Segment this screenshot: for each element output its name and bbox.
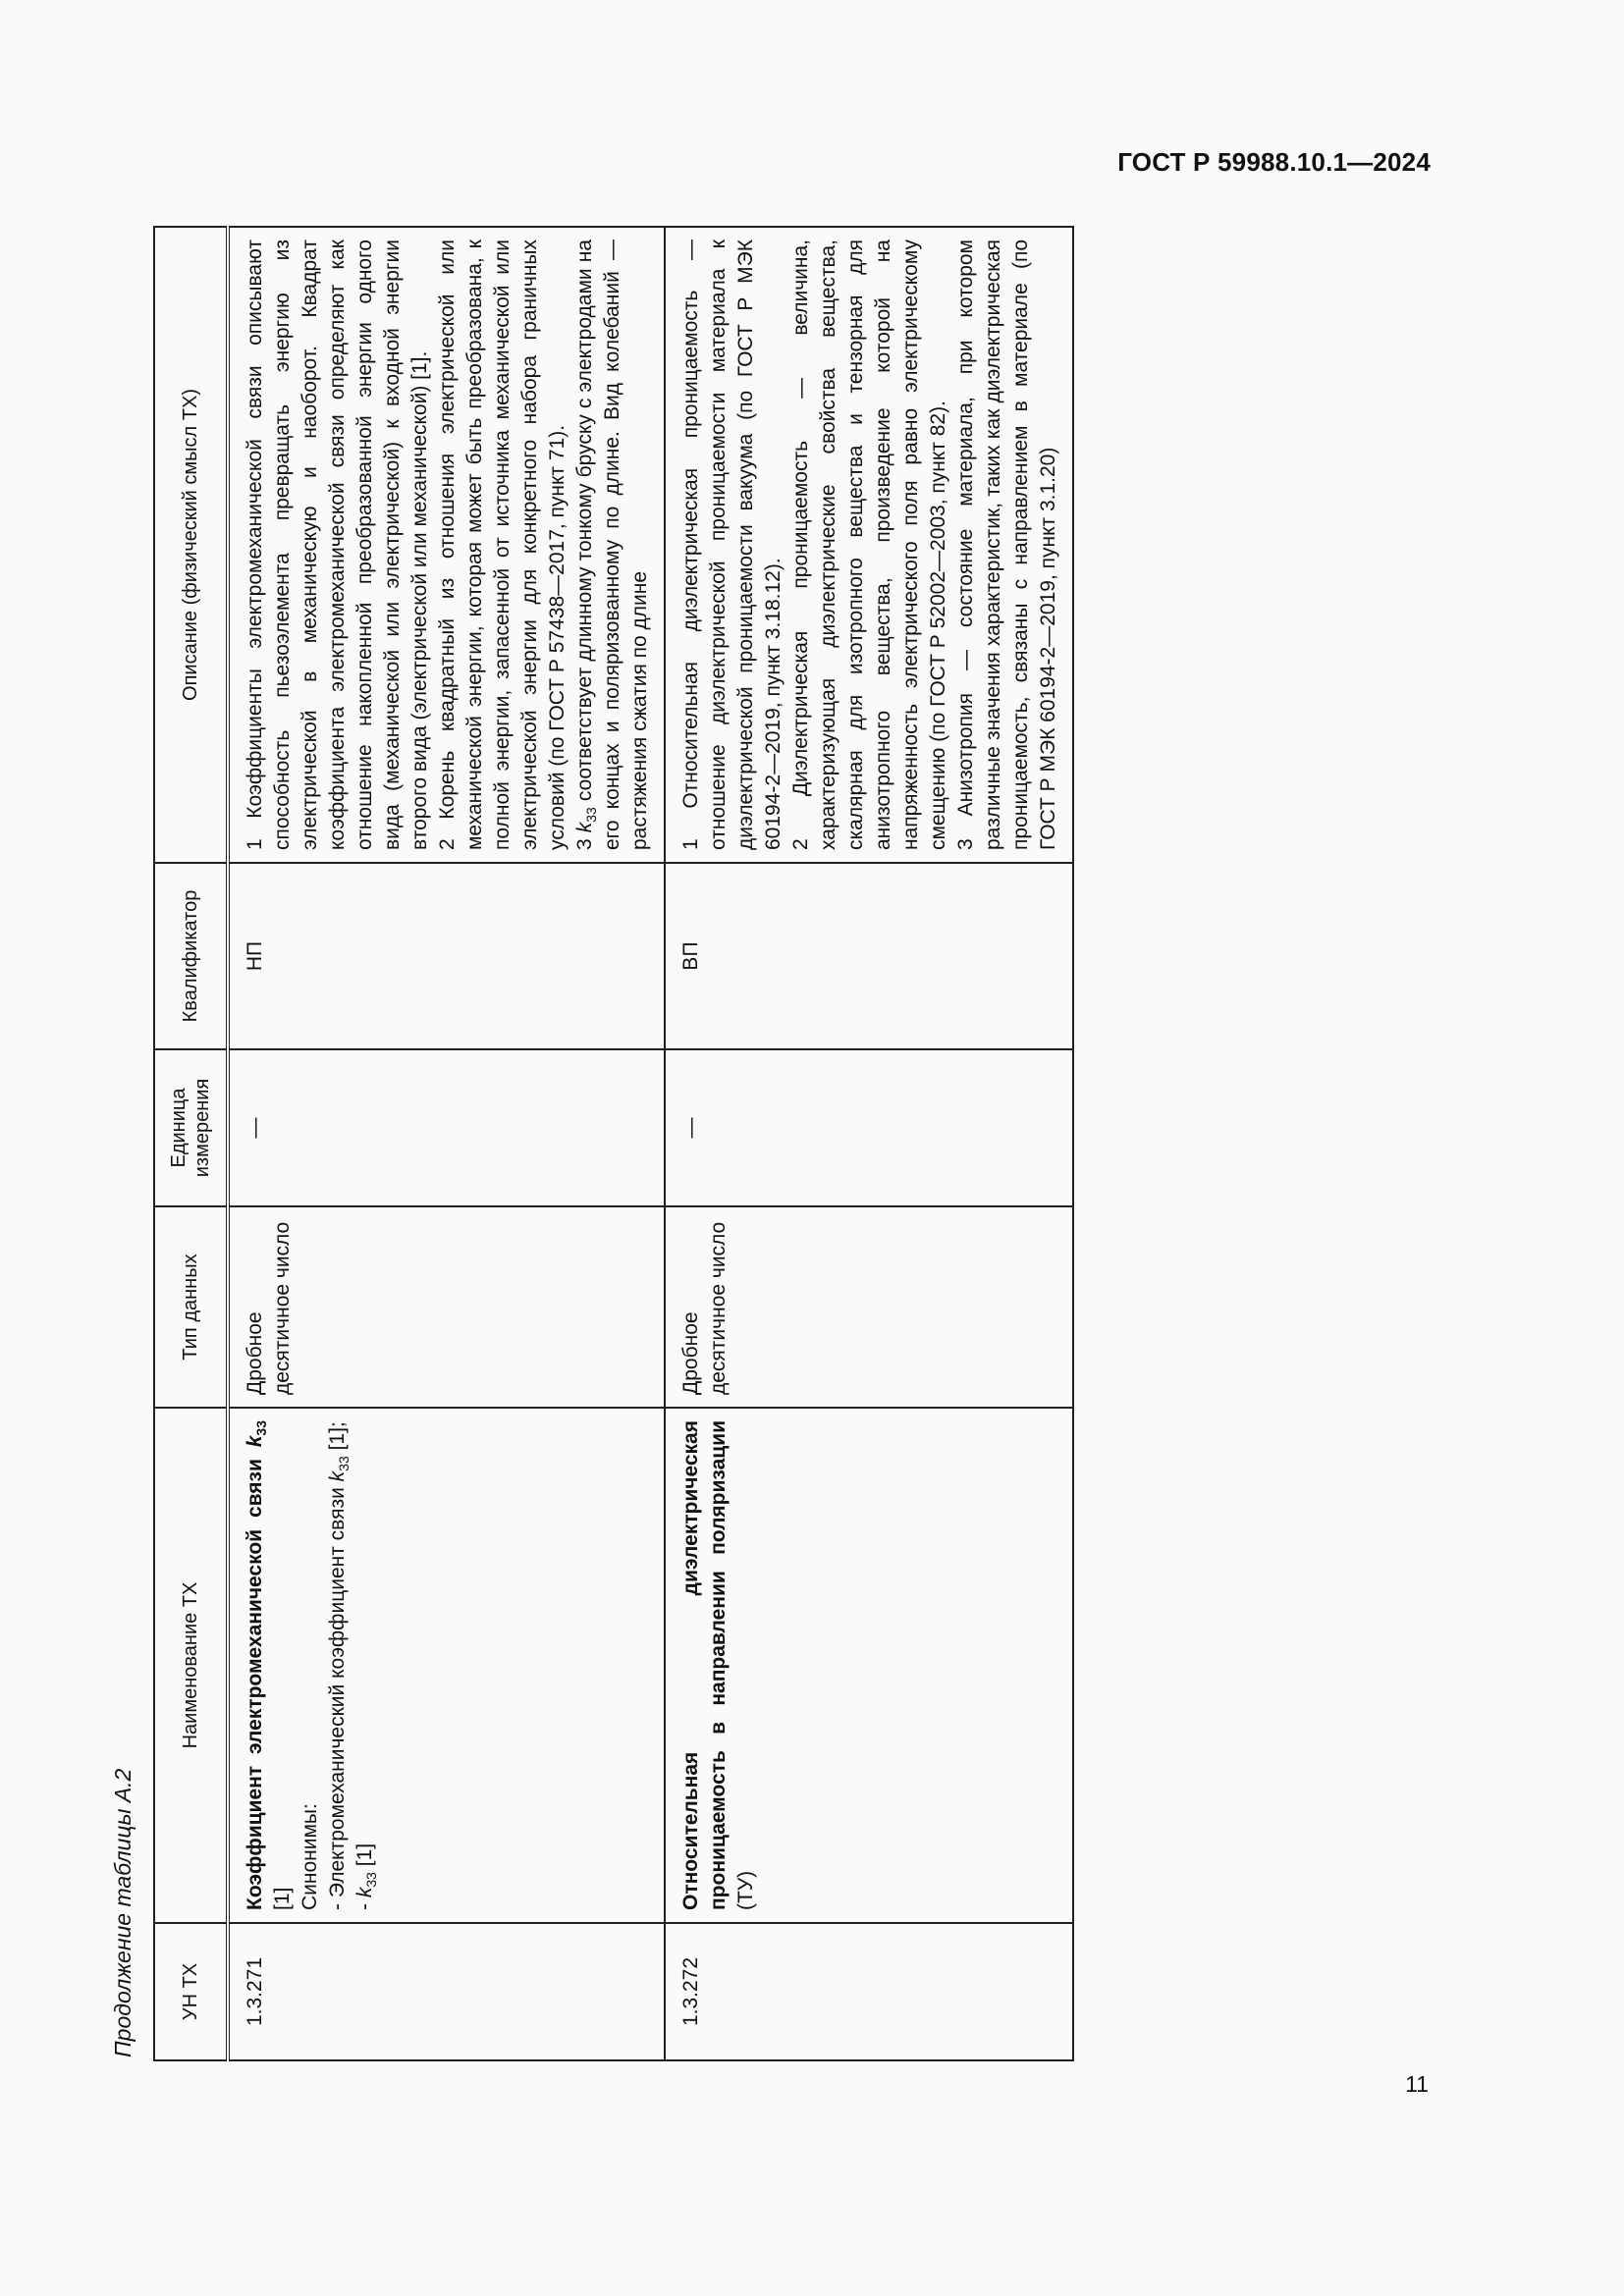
name-reference: [1] (271, 1887, 294, 1910)
row-id: 1.3.272 (665, 1923, 1073, 2060)
name-bold-text: Относительная диэлектрическая проницаемость в направлении поляризации (679, 1420, 730, 1910)
row-description (228, 227, 665, 863)
symbol-k: k (244, 1435, 266, 1448)
description-paragraph: 3 $k_{33}$ соответствует длинному тонкому бруску с электродами на его концах и поляризованному по длине. Вид колебаний — растяжения сжатия по длине (573, 240, 651, 850)
row-name (665, 1408, 1073, 1923)
characteristics-table (153, 226, 1074, 2061)
description-paragraph: 2 Диэлектрическая проницаемость — величина, характеризующая диэлектрические свойства вещества, скалярная для изотропного вещества и тензорная для анизотропного вещества, произведение которой на напряженность электрического поля равно электрическому смещению (по ГОСТ Р 52002—2003, пункт 82). (789, 240, 949, 850)
document-code: ГОСТ Р 59988.10.1—2024 (1117, 147, 1431, 177)
table-header-row (154, 227, 228, 2060)
name-bold-text: Коэффициент электромеханической связи (244, 1447, 266, 1910)
row-id: 1.3.271 (228, 1923, 665, 2060)
synonym-2: - $k_{33}$ [1] (353, 1842, 380, 1910)
row-unit: — (228, 1049, 665, 1206)
description-paragraph: 1 Относительная диэлектрическая проницаемость — отношение диэлектрической проницаемости материала к диэлектрической проницаемости вакуума (по ГОСТ Р МЭК 60194-2—2019, пункт 3.18.12). (679, 240, 785, 850)
description-paragraph: 1 Коэффициенты электромеханической связи описывают способность пьезоэлемента превращать энергию из электрической в механическую и наоборот. Квадрат коэффициента электромеханической связи определяют как отношение накопленной преобразованной энергии одного вида (механической или электрической) к входной энергии второго вида (электрической или механической) [1]. (244, 240, 431, 850)
table-caption: Продолжение таблицы А.2 (110, 1768, 135, 2057)
synonyms-label: Синонимы: (298, 1803, 321, 1910)
column-header-id: УН ТХ (154, 1923, 228, 2060)
description-paragraph: 3 Анизотропия — состояние материала, при котором различные значения характеристик, таких как диэлектрическая проницаемость, связаны с направлением в материале (по ГОСТ Р МЭК 60194-2—2019, пункт 3.1.20) (954, 240, 1059, 850)
column-header-unit: Единица измерения (154, 1049, 228, 1206)
table-row (665, 227, 1073, 2060)
column-header-description: Описание (физический смысл ТХ) (154, 227, 228, 863)
page-number: 11 (1405, 2071, 1429, 2097)
synonym-1: - Электромеханический коэффициент связи $k_{33}$ [1]; (326, 1421, 352, 1910)
description-paragraph: 2 Корень квадратный из отношения электрической или механической энергии, которая может быть преобразована, к полной энергии, запасенной от источника механической или электрической энергии для конкретного набора граничных условий (по ГОСТ Р 57438—2017, пункт 71). (436, 240, 568, 850)
rotated-table-block (106, 226, 1274, 2061)
column-header-qualifier: Квалификатор (154, 863, 228, 1049)
row-data-type: Дробное десятичное число (228, 1206, 665, 1408)
table-row (228, 227, 665, 2060)
column-header-name: Наименование ТХ (154, 1408, 228, 1923)
row-unit: — (665, 1049, 1073, 1206)
row-qualifier: ВП (665, 863, 1073, 1049)
column-header-data-type: Тип данных (154, 1206, 228, 1408)
symbol-subscript: 33 (253, 1420, 270, 1436)
name-suffix: (ТУ) (734, 1870, 757, 1910)
row-data-type: Дробное десятичное число (665, 1206, 1073, 1408)
row-qualifier: НП (228, 863, 665, 1049)
row-description (665, 227, 1073, 863)
row-name (228, 1408, 665, 1923)
